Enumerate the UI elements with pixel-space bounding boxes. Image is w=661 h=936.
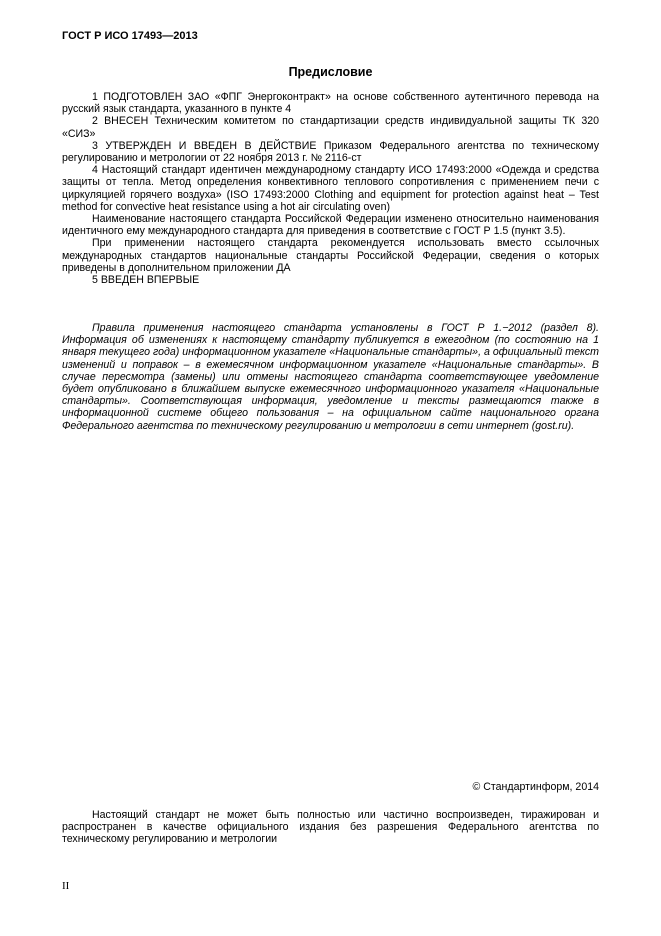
foreword-body — [62, 91, 599, 286]
paragraph-name-change: Наименование настоящего стандарта Российской Федерации изменено относительно наименования идентичного ему международного стандарта для приведения в соответствие с ГОСТ Р 1.5 (пункт 3.5). — [62, 213, 599, 238]
paragraph-introduced: 2 ВНЕСЕН Техническим комитетом по стандартизации средств индивидуальной защиты ТК 320 «СИЗ» — [62, 115, 599, 140]
copyright-notice: © Стандартинформ, 2014 — [472, 781, 599, 793]
application-rules-note: Правила применения настоящего стандарта установлены в ГОСТ Р 1.−2012 (раздел 8). Информация об изменениях к настоящему стандарту публикуется в ежегодном (по состоянию на 1 января текущего года) информационном указателе «Национальные стандарты», а официальный текст изменений и поправок – в ежемесячном информационном указателе «Национальные стандарты». В случае пересмотра (замены) или отмены настоящего стандарта соответствующее уведомление будет опубликовано в ближайшем выпуске ежемесячного информационного указателя «Национальные стандарты». Соответствующая информация, уведомление и тексты размещаются также в информационной системе общего пользования – на официальном сайте национального органа Федерального агентства по техническому регулированию и метрологии в сети интернет (gost.ru). — [62, 322, 599, 432]
paragraph-approved: 3 УТВЕРЖДЕН И ВВЕДЕН В ДЕЙСТВИЕ Приказом Федерального агентства по техническому регулированию и метрологии от 22 ноября 2013 г. № 2116-ст — [62, 139, 599, 165]
paragraph-first-introduced: 5 ВВЕДЕН ВПЕРВЫЕ — [92, 274, 200, 287]
document-header: ГОСТ Р ИСО 17493—2013 — [62, 30, 198, 42]
reproduction-notice: Настоящий стандарт не может быть полностью или частично воспроизведен, тиражирован и распространен в качестве официального издания без разрешения Федерального агентства по техническому регулированию и метрологии — [62, 809, 599, 846]
paragraph-references: При применении настоящего стандарта рекомендуется использовать вместо ссылочных международных стандартов национальные стандарты Российской Федерации, сведения о которых приведены в дополнительном приложении ДА — [62, 237, 599, 274]
paragraph-identical: 4 Настоящий стандарт идентичен международному стандарту ИСО 17493:2000 «Одежда и средства защиты от тепла. Метод определения конвективного теплового сопротивления с применением печи с циркуляцией горячего воздуха» (ISO 17493:2000 Clothing and equipment for protection against heat – Test method for convective heat resistance using a hot air circulating oven) — [62, 164, 599, 213]
page-number: II — [62, 880, 70, 892]
page-title: Предисловие — [288, 65, 373, 79]
paragraph-prepared: 1 ПОДГОТОВЛЕН ЗАО «ФПГ Энергоконтракт» на основе собственного аутентичного перевода на русский язык стандарта, указанного в пункте 4 — [62, 91, 599, 116]
